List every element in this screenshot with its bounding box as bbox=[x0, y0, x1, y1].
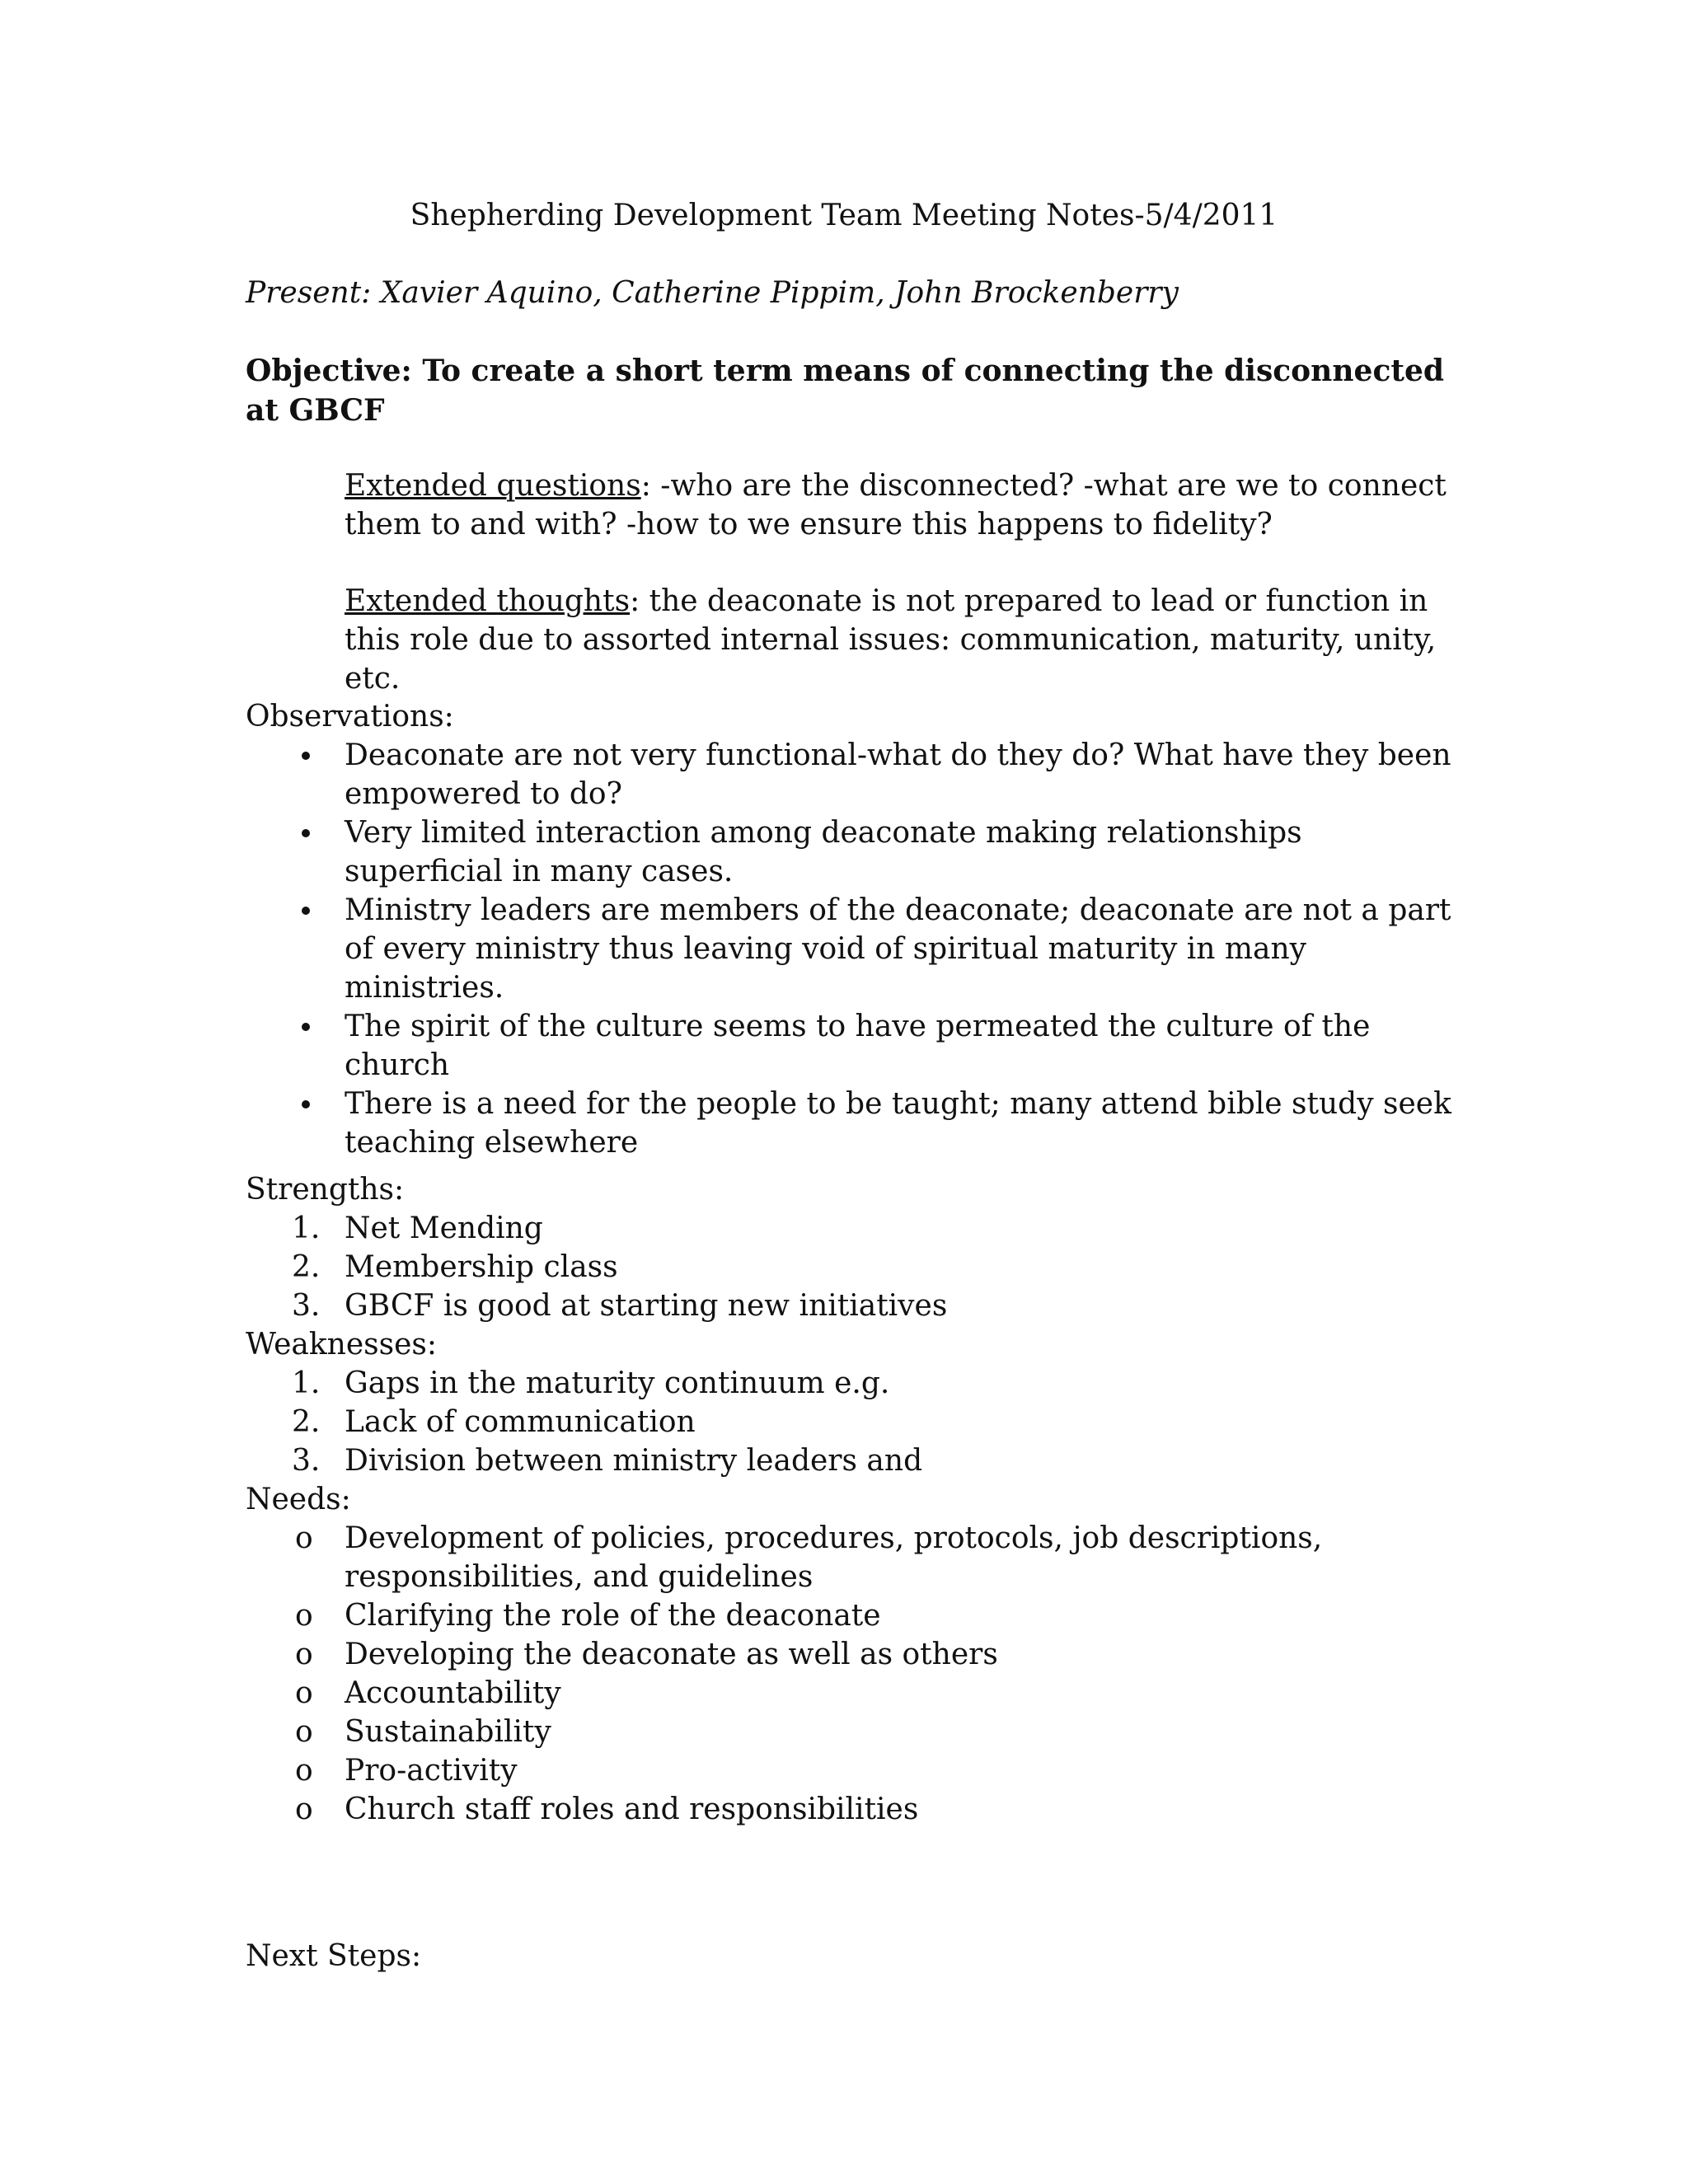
list-item bbox=[246, 1007, 1465, 1085]
list-number: 1. bbox=[292, 1366, 321, 1400]
strengths-list bbox=[246, 1209, 1465, 1325]
need-text: Development of policies, procedures, protocols, job descriptions, responsibilities, and guidelines bbox=[345, 1521, 1323, 1594]
needs-list bbox=[246, 1519, 1465, 1829]
extended-questions-paragraph bbox=[345, 466, 1449, 544]
list-item bbox=[246, 1248, 1465, 1286]
list-item bbox=[246, 1441, 1465, 1480]
circle-bullet-icon: o bbox=[295, 1676, 313, 1710]
strength-text: Net Mending bbox=[345, 1212, 543, 1245]
weakness-text: Lack of communication bbox=[345, 1405, 696, 1439]
circle-bullet-icon: o bbox=[295, 1599, 313, 1633]
circle-bullet-icon: o bbox=[295, 1715, 313, 1749]
list-item bbox=[246, 1364, 1465, 1403]
circle-bullet-icon: o bbox=[295, 1521, 313, 1555]
observation-text: Deaconate are not very functional-what do they do? What have they been empowered to do? bbox=[345, 738, 1451, 811]
list-item bbox=[246, 1713, 1465, 1751]
list-item bbox=[246, 1209, 1465, 1248]
need-text: Pro-activity bbox=[345, 1754, 518, 1788]
list-item bbox=[246, 1519, 1465, 1596]
bullet-icon bbox=[302, 829, 310, 837]
extended-questions-label: Extended questions bbox=[345, 469, 641, 503]
weakness-text: Gaps in the maturity continuum e.g. bbox=[345, 1366, 890, 1400]
observation-text: There is a need for the people to be taught; many attend bible study seek teaching elsewhere bbox=[345, 1087, 1451, 1160]
need-text: Accountability bbox=[345, 1676, 561, 1710]
circle-bullet-icon: o bbox=[295, 1754, 313, 1788]
list-item bbox=[246, 736, 1465, 813]
strength-text: GBCF is good at starting new initiatives bbox=[345, 1289, 948, 1323]
strengths-heading: Strengths: bbox=[246, 1173, 405, 1207]
list-item bbox=[246, 1286, 1465, 1325]
weaknesses-heading: Weaknesses: bbox=[246, 1328, 437, 1361]
observation-text: The spirit of the culture seems to have permeated the culture of the church bbox=[345, 1010, 1371, 1082]
bullet-icon bbox=[302, 1023, 310, 1031]
need-text: Developing the deaconate as well as others bbox=[345, 1638, 998, 1671]
bullet-icon bbox=[302, 752, 310, 760]
observation-text: Very limited interaction among deaconate making relationships superficial in many cases. bbox=[345, 816, 1302, 888]
need-text: Clarifying the role of the deaconate bbox=[345, 1599, 881, 1633]
observations-list bbox=[246, 736, 1465, 1162]
list-number: 3. bbox=[292, 1444, 321, 1478]
list-item bbox=[246, 1085, 1465, 1162]
extended-thoughts-paragraph bbox=[345, 582, 1449, 698]
list-number: 1. bbox=[292, 1212, 321, 1245]
circle-bullet-icon: o bbox=[295, 1793, 313, 1826]
list-item bbox=[246, 1790, 1465, 1829]
attendees-line: Present: Xavier Aquino, Catherine Pippim, John Brockenberry bbox=[246, 276, 1179, 310]
list-item bbox=[246, 1596, 1465, 1635]
list-number: 3. bbox=[292, 1289, 321, 1323]
extended-questions-text: : -who are the disconnected? -what are we to connect them to and with? -how to we ensure this happens to fidelity? bbox=[345, 469, 1447, 541]
list-item bbox=[246, 1403, 1465, 1441]
objective-statement: Objective: To create a short term means of connecting the disconnected at GBCF bbox=[246, 354, 1445, 428]
extended-thoughts-label: Extended thoughts bbox=[345, 584, 631, 618]
extended-thoughts-text: : the deaconate is not prepared to lead or function in this role due to assorted internal issues: communication, maturity, unity, etc. bbox=[345, 584, 1437, 696]
weakness-text: Division between ministry leaders and bbox=[345, 1444, 923, 1478]
list-item bbox=[246, 891, 1465, 1007]
weaknesses-list bbox=[246, 1364, 1465, 1480]
list-item bbox=[246, 813, 1465, 891]
document-title: Shepherding Development Team Meeting Notes-5/4/2011 bbox=[410, 199, 1278, 232]
bullet-icon bbox=[302, 1100, 310, 1108]
bullet-icon bbox=[302, 907, 310, 915]
list-item bbox=[246, 1674, 1465, 1713]
list-item bbox=[246, 1751, 1465, 1790]
list-number: 2. bbox=[292, 1250, 321, 1284]
needs-heading: Needs: bbox=[246, 1483, 351, 1516]
circle-bullet-icon: o bbox=[295, 1638, 313, 1671]
need-text: Church staff roles and responsibilities bbox=[345, 1793, 919, 1826]
need-text: Sustainability bbox=[345, 1715, 551, 1749]
next-steps-heading: Next Steps: bbox=[246, 1939, 422, 1973]
list-item bbox=[246, 1635, 1465, 1674]
observation-text: Ministry leaders are members of the deaconate; deaconate are not a part of every ministry thus leaving void of spiritual maturity in many ministries. bbox=[345, 893, 1451, 1005]
strength-text: Membership class bbox=[345, 1250, 618, 1284]
list-number: 2. bbox=[292, 1405, 321, 1439]
observations-heading: Observations: bbox=[246, 700, 454, 733]
